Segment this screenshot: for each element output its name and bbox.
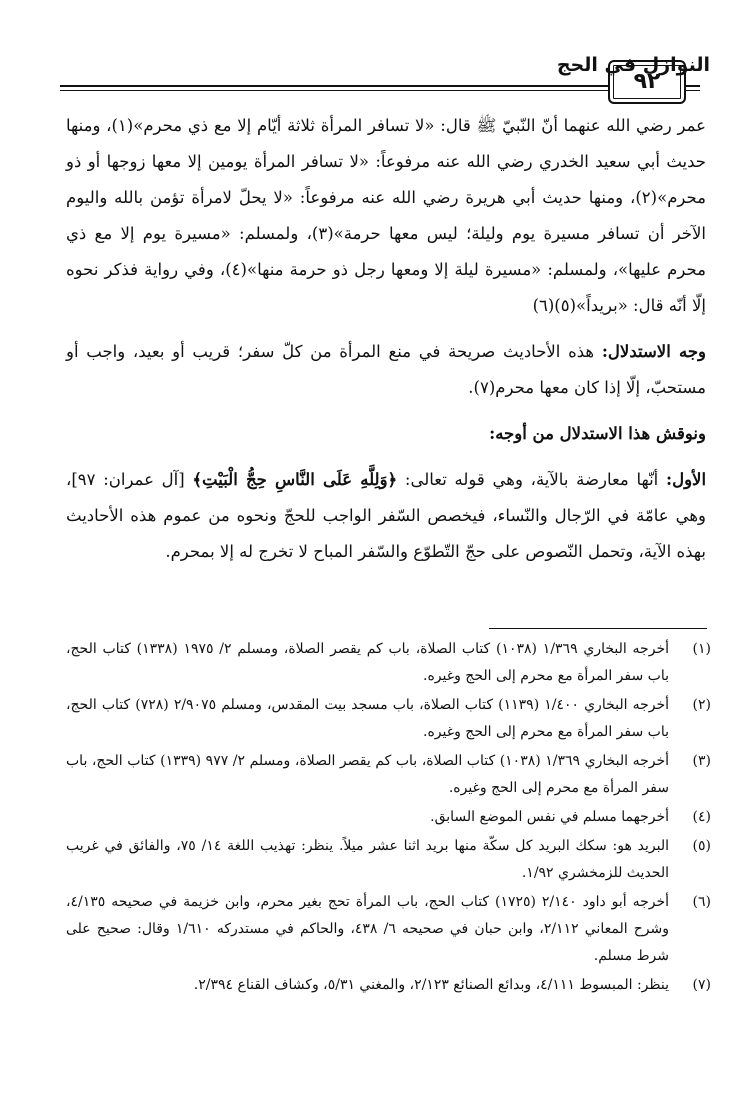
footnote-text: أخرجهما مسلم في نفس الموضع السابق. (430, 809, 669, 825)
footnote-number: (٥) (692, 838, 711, 854)
nuqish-heading: ونوقش هذا الاستدلال من أوجه: (489, 424, 706, 443)
page-number: ٩٢ (608, 60, 686, 104)
wajh-paragraph (66, 334, 706, 406)
quran-verse: ﴿وَلِلَّهِ عَلَى النَّاسِ حِجُّ الْبَيْتِ﴾ (192, 470, 398, 489)
footnote-text: أخرجه البخاري ١/٣٦٩ (١٠٣٨) كتاب الصلاة، باب كم يقصر الصلاة، ومسلم ٢/ ٩٧٧ (١٣٣٩) كتاب الحج، باب سفر المرأة مع محرم إلى الحج وغيره. (66, 753, 670, 796)
main-text (66, 108, 706, 570)
footnote-number: (٤) (692, 809, 711, 825)
footnotes (66, 636, 711, 1001)
footnote (66, 636, 711, 690)
footnote-number: (١) (692, 641, 711, 657)
hadith-paragraph: عمر رضي الله عنهما أنّ النّبيّ ﷺ قال: «لا تسافر المرأة ثلاثة أيّام إلا مع ذي محرم»(١)، ومنها حديث أبي سعيد الخدري رضي الله عنه مرفوعاً: «لا تسافر المرأة يومين إلا معها زوجها أو ذو محرم»(٢)، ومنها حديث أبي هريرة رضي الله عنه مرفوعاً: «لا يحلّ لامرأة تؤمن بالله واليوم الآخر أن تسافر مسيرة يوم وليلة؛ ليس معها حرمة»(٣)، ولمسلم: «مسيرة يوم إلا مع ذي محرم عليها»، ولمسلم: «مسيرة ليلة إلا ومعها رجل ذو حرمة منها»(٤)، وفي رواية فذكر نحوه إلّا أنّه قال: «بريداً»(٥)(٦) (66, 116, 706, 315)
wajh-label: وجه الاستدلال: (601, 342, 706, 361)
footnote (66, 692, 711, 746)
footnote-text: ينظر: المبسوط ٤/١١١، وبدائع الصنائع ٢/١٢٣، والمغني ٥/٣١، وكشاف القناع ٢/٣٩٤. (193, 977, 669, 993)
footnote (66, 748, 711, 802)
page-header (60, 52, 710, 94)
first-text-a: أنّها معارضة بالآية، وهي قوله تعالى: (404, 470, 659, 489)
first-label: الأول: (665, 470, 707, 489)
footnote-separator (489, 628, 707, 629)
footnote (66, 804, 711, 831)
footnote-text: أخرجه البخاري ١/٣٦٩ (١٠٣٨) كتاب الصلاة، باب كم يقصر الصلاة، ومسلم ٢/ ١٩٧٥ (١٣٣٨) كتاب الحج، باب سفر المرأة مع محرم إلى الحج وغيره. (66, 641, 669, 684)
book-title: النوازل في الحج (556, 54, 710, 76)
footnote-text: أخرجه أبو داود ٢/١٤٠ (١٧٢٥) كتاب الحج، باب المرأة تحج بغير محرم، وابن خزيمة في صحيحه ٤/١٣٥، وشرح المعاني ٢/١١٢، وابن حبان في صحيحه ٦/ ٤٣٨، والحاكم في مستدركه ١/٦١٠ وقال: صحيح على شرط مسلم. (66, 894, 669, 964)
footnote-number: (٧) (692, 977, 711, 993)
footnote-text: أخرجه البخاري ١/٤٠٠ (١١٣٩) كتاب الصلاة، باب مسجد بيت المقدس، ومسلم ٢/٩٠٧٥ (٧٢٨) كتاب الحج، باب سفر المرأة مع محرم إلى الحج وغيره. (66, 697, 670, 740)
footnote-text: البريد هو: سكك البريد كل سكّة منها بريد اثنا عشر ميلاً. ينظر: تهذيب اللغة ١٤/ ٧٥، والفائق في غريب الحديث للزمخشري ١/٩٢. (66, 838, 670, 881)
footnote-number: (٣) (692, 753, 711, 769)
wajh-text: هذه الأحاديث صريحة في منع المرأة من كلّ سفر؛ قريب أو بعيد، واجب أو مستحبّ، إلّا إذا كان معها محرم(٧). (66, 342, 706, 397)
first-objection-paragraph (66, 462, 706, 570)
header-rule (60, 85, 700, 87)
footnote (66, 833, 711, 887)
footnote (66, 972, 711, 999)
footnote-number: (٢) (692, 697, 711, 713)
header-rule-thin (60, 90, 700, 91)
footnote (66, 889, 711, 970)
first-text-b: [آل عمران: ٩٧]، وهي عامّة في الرّجال والنّساء، فيخصص السّفر الواجب للحجّ ونحوه من عموم هذه الأحاديث بهذه الآية، وتحمل النّصوص على حجّ التّطوّع والسّفر المباح لا تخرج له إلا بمحرم. (66, 470, 706, 561)
footnote-number: (٦) (692, 894, 711, 910)
